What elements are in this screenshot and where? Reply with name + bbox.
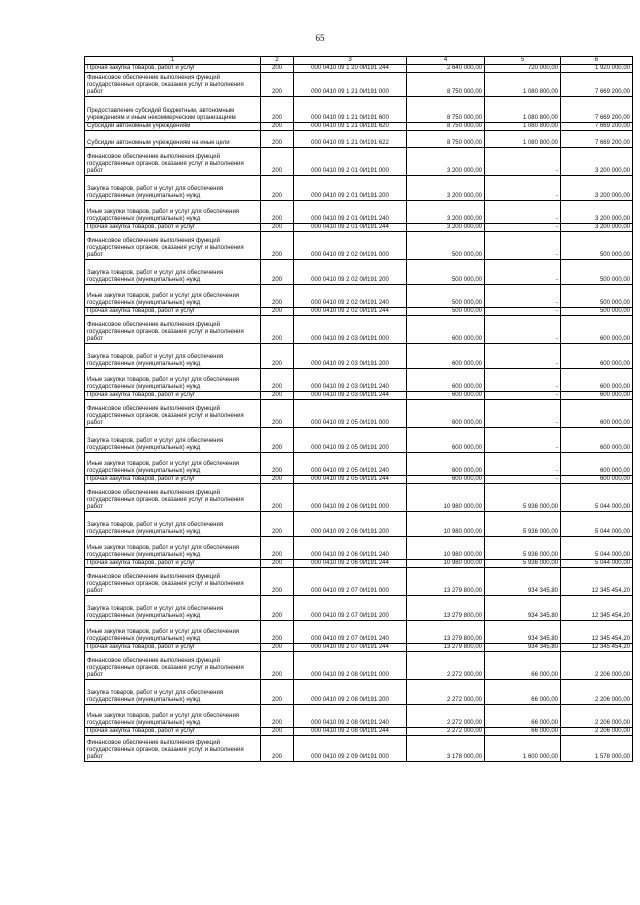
row-code: 200 xyxy=(261,232,294,260)
row-remaining: 500 000,00 xyxy=(561,260,633,285)
row-approved: 500 000,00 xyxy=(407,260,485,285)
row-name: Финансовое обеспечение выполнения функций государственных органов, оказания услуг и выполнения работ xyxy=(85,400,261,428)
row-executed: - xyxy=(485,476,561,484)
budget-table xyxy=(84,56,633,762)
row-approved: 600 000,00 xyxy=(407,344,485,369)
row-kbk: 000 0410 09 2 06 0И191 244 xyxy=(294,560,407,568)
row-kbk: 000 0410 09 2 05 0И191 244 xyxy=(294,476,407,484)
row-executed: 1 080 800,00 xyxy=(485,73,561,97)
row-executed: - xyxy=(485,369,561,392)
row-approved: 8 750 000,00 xyxy=(407,73,485,97)
row-kbk: 000 0410 09 2 05 0И191 000 xyxy=(294,400,407,428)
row-executed: - xyxy=(485,453,561,476)
table-row xyxy=(85,148,633,176)
table-row xyxy=(85,644,633,652)
table-row xyxy=(85,131,633,148)
row-approved: 500 000,00 xyxy=(407,232,485,260)
table-row xyxy=(85,621,633,644)
row-approved: 600 000,00 xyxy=(407,316,485,344)
row-name: Закупка товаров, работ и услуг для обеспечения государственных (муниципальных) нужд xyxy=(85,344,261,369)
row-executed: 934 345,80 xyxy=(485,644,561,652)
table-row xyxy=(85,736,633,762)
table-row xyxy=(85,260,633,285)
row-executed: 1 080 800,00 xyxy=(485,131,561,148)
row-code: 200 xyxy=(261,560,294,568)
table-row xyxy=(85,97,633,123)
row-code: 200 xyxy=(261,705,294,728)
row-code: 200 xyxy=(261,97,294,123)
table-row xyxy=(85,224,633,232)
row-remaining: 2 206 000,00 xyxy=(561,728,633,736)
row-name: Закупка товаров, работ и услуг для обеспечения государственных (муниципальных) нужд xyxy=(85,428,261,453)
row-remaining: 600 000,00 xyxy=(561,400,633,428)
row-name: Финансовое обеспечение выполнения функций государственных органов, оказания услуг и выполнения работ xyxy=(85,736,261,762)
row-kbk: 000 0410 09 2 05 0И191 240 xyxy=(294,453,407,476)
row-code: 200 xyxy=(261,621,294,644)
row-remaining: 500 000,00 xyxy=(561,285,633,308)
row-remaining: 3 200 000,00 xyxy=(561,176,633,201)
row-name: Прочая закупка товаров, работ и услуг xyxy=(85,644,261,652)
row-kbk: 000 0410 09 2 08 0И191 000 xyxy=(294,652,407,680)
row-code: 200 xyxy=(261,680,294,705)
row-code: 200 xyxy=(261,428,294,453)
row-executed: 1 080 800,00 xyxy=(485,123,561,131)
row-name: Закупка товаров, работ и услуг для обеспечения государственных (муниципальных) нужд xyxy=(85,512,261,537)
row-kbk: 000 0410 09 2 08 0И191 244 xyxy=(294,728,407,736)
row-name: Прочая закупка товаров, работ и услуг xyxy=(85,224,261,232)
row-code: 200 xyxy=(261,512,294,537)
row-kbk: 000 0410 09 1 21 0И191 600 xyxy=(294,97,407,123)
row-remaining: 600 000,00 xyxy=(561,316,633,344)
row-name: Прочая закупка товаров, работ и услуг xyxy=(85,392,261,400)
table-row xyxy=(85,476,633,484)
table-row xyxy=(85,73,633,97)
row-approved: 13 279 800,00 xyxy=(407,621,485,644)
row-remaining: 12 345 454,20 xyxy=(561,568,633,596)
column-number: 1 xyxy=(85,57,261,65)
row-approved: 3 200 000,00 xyxy=(407,176,485,201)
row-executed: - xyxy=(485,316,561,344)
row-remaining: 5 044 000,00 xyxy=(561,484,633,512)
row-code: 200 xyxy=(261,123,294,131)
row-name: Финансовое обеспечение выполнения функций государственных органов, оказания услуг и выполнения работ xyxy=(85,148,261,176)
row-kbk: 000 0410 09 2 02 0И191 000 xyxy=(294,232,407,260)
row-remaining: 12 345 454,20 xyxy=(561,596,633,621)
row-executed: - xyxy=(485,260,561,285)
table-row xyxy=(85,568,633,596)
row-code: 200 xyxy=(261,596,294,621)
row-remaining: 2 206 000,00 xyxy=(561,705,633,728)
row-kbk: 000 0410 09 1 21 0И191 000 xyxy=(294,73,407,97)
row-name: Прочая закупка товаров, работ и услуг xyxy=(85,728,261,736)
row-kbk: 000 0410 09 2 03 0И191 244 xyxy=(294,392,407,400)
row-kbk: 000 0410 09 2 02 0И191 240 xyxy=(294,285,407,308)
row-remaining: 500 000,00 xyxy=(561,308,633,316)
row-executed: 66 000,00 xyxy=(485,680,561,705)
row-executed: 934 345,80 xyxy=(485,596,561,621)
row-executed: 66 000,00 xyxy=(485,705,561,728)
row-code: 200 xyxy=(261,736,294,762)
row-name: Субсидии автономным учреждениям на иные цели xyxy=(85,131,261,148)
row-code: 200 xyxy=(261,537,294,560)
row-code: 200 xyxy=(261,369,294,392)
row-remaining: 5 044 000,00 xyxy=(561,537,633,560)
row-executed: 1 600 000,00 xyxy=(485,736,561,762)
row-code: 200 xyxy=(261,392,294,400)
row-approved: 2 272 000,00 xyxy=(407,705,485,728)
row-executed: - xyxy=(485,285,561,308)
row-kbk: 000 0410 09 2 06 0И191 240 xyxy=(294,537,407,560)
row-remaining: 600 000,00 xyxy=(561,476,633,484)
row-name: Иные закупки товаров, работ и услуг для обеспечения государственных (муниципальных) нужд xyxy=(85,621,261,644)
row-executed: - xyxy=(485,176,561,201)
row-approved: 8 750 000,00 xyxy=(407,97,485,123)
table-row xyxy=(85,484,633,512)
table-row xyxy=(85,652,633,680)
row-name: Иные закупки товаров, работ и услуг для обеспечения государственных (муниципальных) нужд xyxy=(85,369,261,392)
row-code: 200 xyxy=(261,476,294,484)
row-approved: 2 640 000,00 xyxy=(407,65,485,73)
row-approved: 2 272 000,00 xyxy=(407,680,485,705)
row-name: Закупка товаров, работ и услуг для обеспечения государственных (муниципальных) нужд xyxy=(85,680,261,705)
table-row xyxy=(85,560,633,568)
row-kbk: 000 0410 09 2 06 0И191 200 xyxy=(294,512,407,537)
row-executed: 720 000,00 xyxy=(485,65,561,73)
row-kbk: 000 0410 09 2 01 0И191 200 xyxy=(294,176,407,201)
row-approved: 3 200 000,00 xyxy=(407,224,485,232)
row-code: 200 xyxy=(261,644,294,652)
row-executed: - xyxy=(485,392,561,400)
table-row xyxy=(85,400,633,428)
row-kbk: 000 0410 09 2 05 0И191 200 xyxy=(294,428,407,453)
row-kbk: 000 0410 09 2 02 0И191 244 xyxy=(294,308,407,316)
row-remaining: 5 044 000,00 xyxy=(561,560,633,568)
row-code: 200 xyxy=(261,260,294,285)
row-remaining: 600 000,00 xyxy=(561,392,633,400)
row-remaining: 600 000,00 xyxy=(561,453,633,476)
row-code: 200 xyxy=(261,65,294,73)
table-row xyxy=(85,344,633,369)
row-name: Иные закупки товаров, работ и услуг для обеспечения государственных (муниципальных) нужд xyxy=(85,201,261,224)
row-executed: 1 080 800,00 xyxy=(485,97,561,123)
row-kbk: 000 0410 09 2 07 0И191 200 xyxy=(294,596,407,621)
table-row xyxy=(85,123,633,131)
row-approved: 600 000,00 xyxy=(407,392,485,400)
row-kbk: 000 0410 09 2 09 0И191 000 xyxy=(294,736,407,762)
column-number: 3 xyxy=(294,57,407,65)
row-approved: 10 980 000,00 xyxy=(407,537,485,560)
row-executed: - xyxy=(485,148,561,176)
row-kbk: 000 0410 09 2 07 0И191 000 xyxy=(294,568,407,596)
row-remaining: 5 044 000,00 xyxy=(561,512,633,537)
row-code: 200 xyxy=(261,308,294,316)
table-row xyxy=(85,705,633,728)
row-executed: 5 936 000,00 xyxy=(485,484,561,512)
row-name: Закупка товаров, работ и услуг для обеспечения государственных (муниципальных) нужд xyxy=(85,596,261,621)
row-approved: 10 980 000,00 xyxy=(407,560,485,568)
row-kbk: 000 0410 09 2 07 0И191 240 xyxy=(294,621,407,644)
row-kbk: 000 0410 09 2 08 0И191 200 xyxy=(294,680,407,705)
row-remaining: 3 200 000,00 xyxy=(561,201,633,224)
row-remaining: 2 206 000,00 xyxy=(561,652,633,680)
row-executed: 66 000,00 xyxy=(485,652,561,680)
row-code: 200 xyxy=(261,176,294,201)
row-code: 200 xyxy=(261,568,294,596)
table-row xyxy=(85,65,633,73)
row-remaining: 7 669 200,00 xyxy=(561,97,633,123)
row-approved: 13 279 800,00 xyxy=(407,568,485,596)
row-remaining: 7 669 200,00 xyxy=(561,73,633,97)
row-name: Финансовое обеспечение выполнения функций государственных органов, оказания услуг и выполнения работ xyxy=(85,232,261,260)
row-remaining: 2 206 000,00 xyxy=(561,680,633,705)
row-approved: 13 279 800,00 xyxy=(407,644,485,652)
row-executed: - xyxy=(485,428,561,453)
row-executed: - xyxy=(485,232,561,260)
row-remaining: 12 345 454,20 xyxy=(561,621,633,644)
row-approved: 2 272 000,00 xyxy=(407,652,485,680)
row-executed: - xyxy=(485,201,561,224)
row-name: Прочая закупка товаров, работ и услуг xyxy=(85,65,261,73)
table-row xyxy=(85,537,633,560)
row-approved: 600 000,00 xyxy=(407,369,485,392)
row-remaining: 12 345 454,20 xyxy=(561,644,633,652)
row-code: 200 xyxy=(261,400,294,428)
row-approved: 600 000,00 xyxy=(407,476,485,484)
row-code: 200 xyxy=(261,148,294,176)
row-kbk: 000 0410 09 2 03 0И191 240 xyxy=(294,369,407,392)
row-approved: 500 000,00 xyxy=(407,285,485,308)
row-name: Иные закупки товаров, работ и услуг для обеспечения государственных (муниципальных) нужд xyxy=(85,453,261,476)
table-row xyxy=(85,392,633,400)
row-executed: - xyxy=(485,224,561,232)
table-row xyxy=(85,369,633,392)
row-code: 200 xyxy=(261,453,294,476)
row-approved: 600 000,00 xyxy=(407,400,485,428)
row-approved: 3 200 000,00 xyxy=(407,148,485,176)
table-row xyxy=(85,428,633,453)
column-number: 6 xyxy=(561,57,633,65)
row-name: Субсидии автономным учреждениям xyxy=(85,123,261,131)
table-row xyxy=(85,232,633,260)
row-code: 200 xyxy=(261,484,294,512)
column-number: 5 xyxy=(485,57,561,65)
row-code: 200 xyxy=(261,316,294,344)
table-row xyxy=(85,680,633,705)
row-name: Финансовое обеспечение выполнения функций государственных органов, оказания услуг и выполнения работ xyxy=(85,316,261,344)
row-name: Закупка товаров, работ и услуг для обеспечения государственных (муниципальных) нужд xyxy=(85,176,261,201)
row-kbk: 000 0410 09 1 21 0И191 622 xyxy=(294,131,407,148)
row-kbk: 000 0410 09 2 01 0И191 244 xyxy=(294,224,407,232)
row-kbk: 000 0410 09 2 06 0И191 000 xyxy=(294,484,407,512)
row-name: Предоставление субсидий бюджетным, автономным учреждениям и иным некоммерческим организациям xyxy=(85,97,261,123)
row-kbk: 000 0410 09 2 01 0И191 240 xyxy=(294,201,407,224)
table-row xyxy=(85,512,633,537)
row-approved: 3 200 000,00 xyxy=(407,201,485,224)
row-approved: 10 980 000,00 xyxy=(407,484,485,512)
row-name: Финансовое обеспечение выполнения функций государственных органов, оказания услуг и выполнения работ xyxy=(85,484,261,512)
row-kbk: 000 0410 09 2 07 0И191 244 xyxy=(294,644,407,652)
row-code: 200 xyxy=(261,201,294,224)
row-kbk: 000 0410 09 2 01 0И191 000 xyxy=(294,148,407,176)
row-executed: 934 345,80 xyxy=(485,621,561,644)
row-code: 200 xyxy=(261,73,294,97)
row-approved: 10 980 000,00 xyxy=(407,512,485,537)
row-executed: 5 936 000,00 xyxy=(485,537,561,560)
row-kbk: 000 0410 09 1 21 0И191 620 xyxy=(294,123,407,131)
row-executed: - xyxy=(485,308,561,316)
row-name: Иные закупки товаров, работ и услуг для обеспечения государственных (муниципальных) нужд xyxy=(85,285,261,308)
row-executed: 934 345,80 xyxy=(485,568,561,596)
row-code: 200 xyxy=(261,344,294,369)
row-name: Финансовое обеспечение выполнения функций государственных органов, оказания услуг и выполнения работ xyxy=(85,568,261,596)
row-name: Прочая закупка товаров, работ и услуг xyxy=(85,560,261,568)
table-row xyxy=(85,308,633,316)
table-row xyxy=(85,596,633,621)
page-number: 65 xyxy=(315,33,325,43)
row-remaining: 1 578 000,00 xyxy=(561,736,633,762)
row-kbk: 000 0410 09 1 20 0И191 244 xyxy=(294,65,407,73)
row-approved: 500 000,00 xyxy=(407,308,485,316)
row-name: Иные закупки товаров, работ и услуг для обеспечения государственных (муниципальных) нужд xyxy=(85,705,261,728)
row-name: Прочая закупка товаров, работ и услуг xyxy=(85,308,261,316)
row-code: 200 xyxy=(261,728,294,736)
row-remaining: 3 200 000,00 xyxy=(561,224,633,232)
row-code: 200 xyxy=(261,224,294,232)
column-number: 4 xyxy=(407,57,485,65)
row-kbk: 000 0410 09 2 08 0И191 240 xyxy=(294,705,407,728)
column-number: 2 xyxy=(261,57,294,65)
row-remaining: 1 920 000,00 xyxy=(561,65,633,73)
row-name: Прочая закупка товаров, работ и услуг xyxy=(85,476,261,484)
table-row xyxy=(85,316,633,344)
row-executed: - xyxy=(485,400,561,428)
table-row xyxy=(85,728,633,736)
row-approved: 2 272 000,00 xyxy=(407,728,485,736)
row-name: Закупка товаров, работ и услуг для обеспечения государственных (муниципальных) нужд xyxy=(85,260,261,285)
row-approved: 13 279 800,00 xyxy=(407,596,485,621)
row-remaining: 500 000,00 xyxy=(561,232,633,260)
row-name: Иные закупки товаров, работ и услуг для обеспечения государственных (муниципальных) нужд xyxy=(85,537,261,560)
row-approved: 3 178 000,00 xyxy=(407,736,485,762)
table-row xyxy=(85,285,633,308)
row-approved: 8 750 000,00 xyxy=(407,131,485,148)
row-code: 200 xyxy=(261,285,294,308)
row-executed: - xyxy=(485,344,561,369)
row-remaining: 7 669 200,00 xyxy=(561,123,633,131)
row-approved: 8 750 000,00 xyxy=(407,123,485,131)
table-row xyxy=(85,201,633,224)
table-row xyxy=(85,453,633,476)
row-kbk: 000 0410 09 2 03 0И191 200 xyxy=(294,344,407,369)
row-name: Финансовое обеспечение выполнения функций государственных органов, оказания услуг и выполнения работ xyxy=(85,73,261,97)
row-executed: 66 000,00 xyxy=(485,728,561,736)
row-code: 200 xyxy=(261,652,294,680)
row-remaining: 600 000,00 xyxy=(561,369,633,392)
row-executed: 5 936 000,00 xyxy=(485,560,561,568)
row-code: 200 xyxy=(261,131,294,148)
row-approved: 600 000,00 xyxy=(407,453,485,476)
row-remaining: 600 000,00 xyxy=(561,428,633,453)
row-remaining: 3 200 000,00 xyxy=(561,148,633,176)
row-remaining: 600 000,00 xyxy=(561,344,633,369)
table-row xyxy=(85,176,633,201)
row-executed: 5 936 000,00 xyxy=(485,512,561,537)
row-kbk: 000 0410 09 2 02 0И191 200 xyxy=(294,260,407,285)
column-number-row xyxy=(85,57,633,65)
row-approved: 600 000,00 xyxy=(407,428,485,453)
row-remaining: 7 669 200,00 xyxy=(561,131,633,148)
row-kbk: 000 0410 09 2 03 0И191 000 xyxy=(294,316,407,344)
row-name: Финансовое обеспечение выполнения функций государственных органов, оказания услуг и выполнения работ xyxy=(85,652,261,680)
